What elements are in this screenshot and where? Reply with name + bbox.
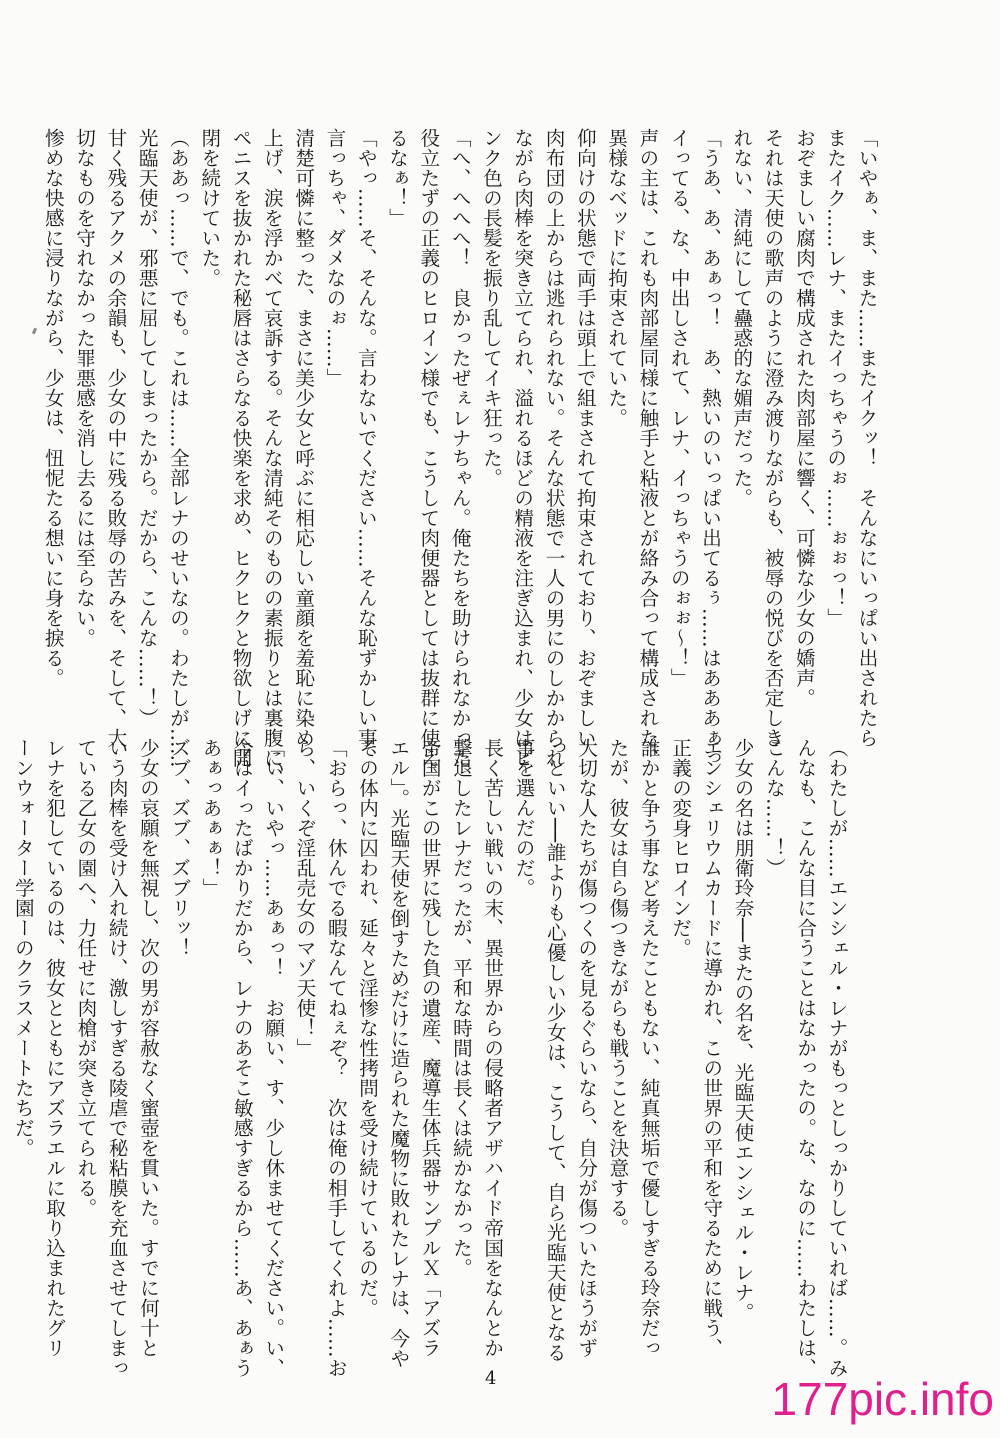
text-line: それは天使の歌声のように澄み渡りながらも、被辱の悦びを否定しき [761, 128, 785, 748]
text-line: いう肉棒を受け入れ続け、激しすぎる陵虐で秘粘膜を充血させてしまっ [105, 738, 129, 1378]
text-line: 正義の変身ヒロインだ。 [668, 738, 692, 958]
text-line: 「いやぁ、ま、また……またイクッ！ そんなにいっぱい出されたら [855, 128, 878, 748]
text-line: 役立たずの正義のヒロイン様でも、こうして肉便器としては抜群に使え [416, 128, 440, 768]
text-line: 今はイったばかりだから、レナのあそこ敏感すぎるから……あ、あぁう [230, 738, 254, 1378]
text-line: エル」。光臨天使を倒すためだけに造られた魔物に敗れたレナは、今や [386, 738, 410, 1369]
text-line: 切なものを守れなかった罪悪感を消し去るには至らない。 [72, 128, 96, 648]
text-line: ながら肉棒を突き立てられ、溢れるほどの精液を注ぎ込まれ、少女はピ [510, 128, 534, 768]
text-line: 少女の名は朋衛玲奈──またの名を、光臨天使エンシェル・レナ。 [731, 738, 755, 1323]
text-line: その体内に囚われ、延々と淫惨な性拷問を受け続けているのだ。 [355, 738, 379, 1318]
text-line: おぞましい腐肉で構成された肉部屋に響く、可憐な少女の嬌声。 [792, 128, 816, 708]
text-block-lower [7, 738, 852, 1378]
watermark-text[interactable]: 177pic.info [771, 1373, 994, 1425]
text-line: 惨めな快感に浸りながら、少女は、忸怩たる想いに身を捩る。 [41, 128, 65, 688]
text-line: 大切な人たちが傷つくのを見るぐらいなら、自分が傷ついたほうがず [574, 738, 598, 1358]
text-line: んなも、こんな目に合うことはなかったの。な、なのに……わたしは、 [793, 738, 817, 1378]
text-line: 長く苦しい戦いの末、異世界からの侵略者アザハイド帝国をなんとか [480, 738, 504, 1358]
text-line: 事を選んだのだ。 [512, 738, 536, 898]
text-line: ーンウォーター学園ーのクラスメートたちだ。 [11, 738, 35, 1158]
text-line: 異様なベッドに拘束されていた。 [604, 128, 628, 428]
text-line: 「おらっ、休んでる暇なんてねぇぞ？ 次は俺の相手してくれよ……お [324, 738, 348, 1378]
text-line: ている乙女の園へ、力任せに肉槍が突き立てられる。 [73, 738, 97, 1218]
page-number: 4 [485, 1368, 497, 1389]
text-line: 甘く残るアクメの余韻も、少女の中に残る敗辱の苦みを、そして、大 [103, 128, 127, 748]
text-line: ら、いくぞ淫乱売女のマゾ天使！」 [292, 738, 316, 1058]
text-line: 声の主は、これも肉部屋同様に触手と粘液とが絡み合って構成された、 [635, 128, 659, 768]
text-line: っといい──誰よりも心優しい少女は、こうして、自ら光臨天使となる [543, 738, 567, 1363]
text-line: あぁっあぁぁ！」 [199, 738, 223, 898]
text-line: たが、彼女は自ら傷つきながらも戦うことを決意する。 [605, 738, 629, 1238]
text-line: 帝国がこの世界に残した負の遺産、魔導生体兵器サンプルＸ「アズラ [418, 738, 442, 1358]
text-line: ペニスを抜かれた秘唇はさらなる快楽を求め、ヒクヒクと物欲しげに開 [229, 128, 253, 768]
text-line: 肉布団の上からは逃れられない。そんな状態で一人の男にのしかかられ [542, 128, 566, 768]
text-line: るなぁ！」 [385, 128, 409, 228]
text-line: （ああっ……で、でも。これは……全部レナのせいなの。わたしが…… [166, 128, 190, 768]
text-block-upper [37, 128, 882, 788]
text-line: ンク色の長髪を振り乱してイキ狂った。 [479, 128, 503, 488]
text-line: 「やっ……そ、そんな。言わないでください……そんな恥ずかしい事、 [354, 128, 378, 768]
text-line: 清楚可憐に整った、まさに美少女と呼ぶに相応しい童顔を羞恥に染め [291, 128, 315, 748]
text-line: 撃退したレナだったが、平和な時間は長くは続かなかった。 [449, 738, 473, 1278]
text-line: レナを犯しているのは、彼女とともにアズラエルに取り込まれたグリ [42, 738, 66, 1358]
text-line: 仰向けの状態で両手は頭上で組まされて拘束されており、おぞましい [573, 128, 597, 748]
text-line: れない、清純にして蠱惑的な媚声だった。 [729, 128, 753, 508]
text-line: 光臨天使が、邪悪に屈してしまったから。だから、こんな……！） [135, 128, 159, 728]
text-line: 「い、いやっ……あぁっ！ お願い、す、少し休ませてください。い、 [261, 738, 285, 1378]
text-line: またイク……レナ、またイっちゃうのぉ……ぉぉっ！」 [823, 128, 847, 628]
text-line: 上げ、涙を浮かべて哀訴する。そんな清純そのものの素振りとは裏腹に、 [260, 128, 284, 788]
text-line: ズブ、ズブ、ズブリッ！ [167, 738, 191, 958]
text-line: 少女の哀願を無視し、次の男が容赦なく蜜壺を貫いた。すでに何十と [136, 738, 160, 1358]
text-line: 言っちゃ、ダメなのぉ……」 [322, 128, 346, 388]
text-line: 誰かと争う事など考えたこともない、純真無垢で優しすぎる玲奈だっ [637, 738, 661, 1358]
text-line: イってる、な、中出しされて、レナ、イっちゃうのぉぉ〜！」 [667, 128, 691, 688]
text-line: 閉を続けていた。 [197, 128, 221, 288]
text-line: 「へ、へへへ！ 良かったぜぇレナちゃん。俺たちを助けられなかった [448, 128, 472, 768]
text-line: こんな……！） [762, 738, 786, 878]
text-line: エンシェリウムカードに導かれ、この世界の平和を守るために戦う、 [699, 738, 723, 1358]
text-line: 「うあ、あ、あぁっ！ あ、熱いのいっぱい出てるぅ……はあああぁっ [698, 128, 722, 768]
text-line: （わたしが……エンシェル・レナがもっとしっかりしていれば……。み [825, 738, 848, 1378]
